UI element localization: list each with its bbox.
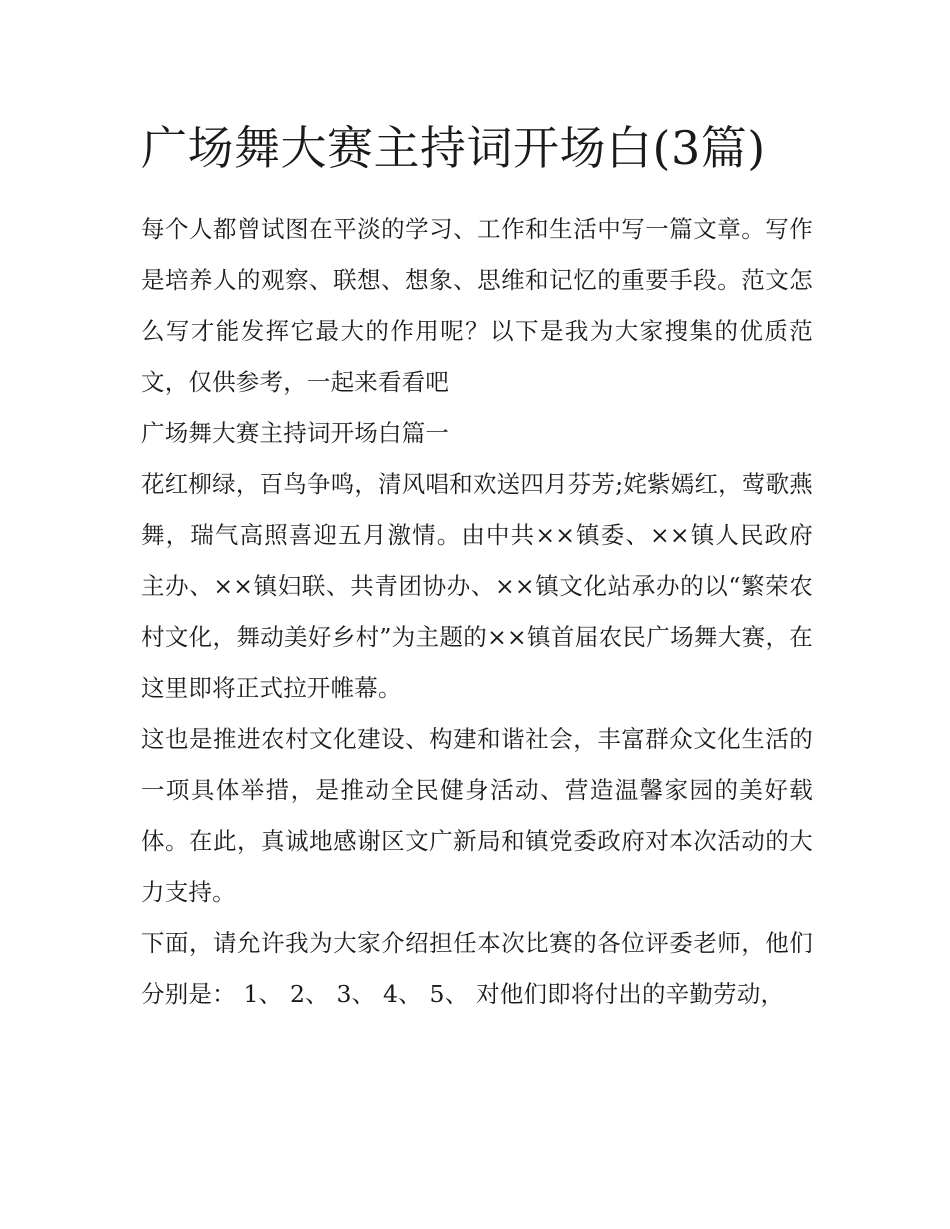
document-title: 广场舞大赛主持词开场白(3篇)	[141, 121, 766, 175]
intro-paragraph: 每个人都曾试图在平淡的学习、工作和生活中写一篇文章。写作是培养人的观察、联想、想象、思维和记忆的重要手段。范文怎么写才能发挥它最大的作用呢？以下是我为大家搜集的优质范文，仅供参考，一起来看看吧	[141, 215, 813, 396]
body-paragraph: 这也是推进农村文化建设、构建和谐社会，丰富群众文化生活的一项具体举措，是推动全民健身活动、营造温馨家园的美好载体。在此，真诚地感谢区文广新局和镇党委政府对本次活动的大力支持。	[141, 725, 813, 906]
section-heading: 广场舞大赛主持词开场白篇一	[141, 419, 450, 447]
body-paragraph: 花红柳绿，百鸟争鸣，清风唱和欢送四月芬芳;姹紫嫣红，莺歌燕舞，瑞气高照喜迎五月激情。由中共××镇委、××镇人民政府主办、××镇妇联、共青团协办、××镇文化站承办的以“繁荣农村文化，舞动美好乡村”为主题的××镇首届农民广场舞大赛，在这里即将正式拉开帷幕。	[141, 470, 813, 702]
body-paragraph: 下面，请允许我为大家介绍担任本次比赛的各位评委老师，他们分别是： 1、 2、 3、 4、 5、 对他们即将付出的辛勤劳动，	[141, 929, 813, 1008]
document-content	[141, 112, 813, 1020]
